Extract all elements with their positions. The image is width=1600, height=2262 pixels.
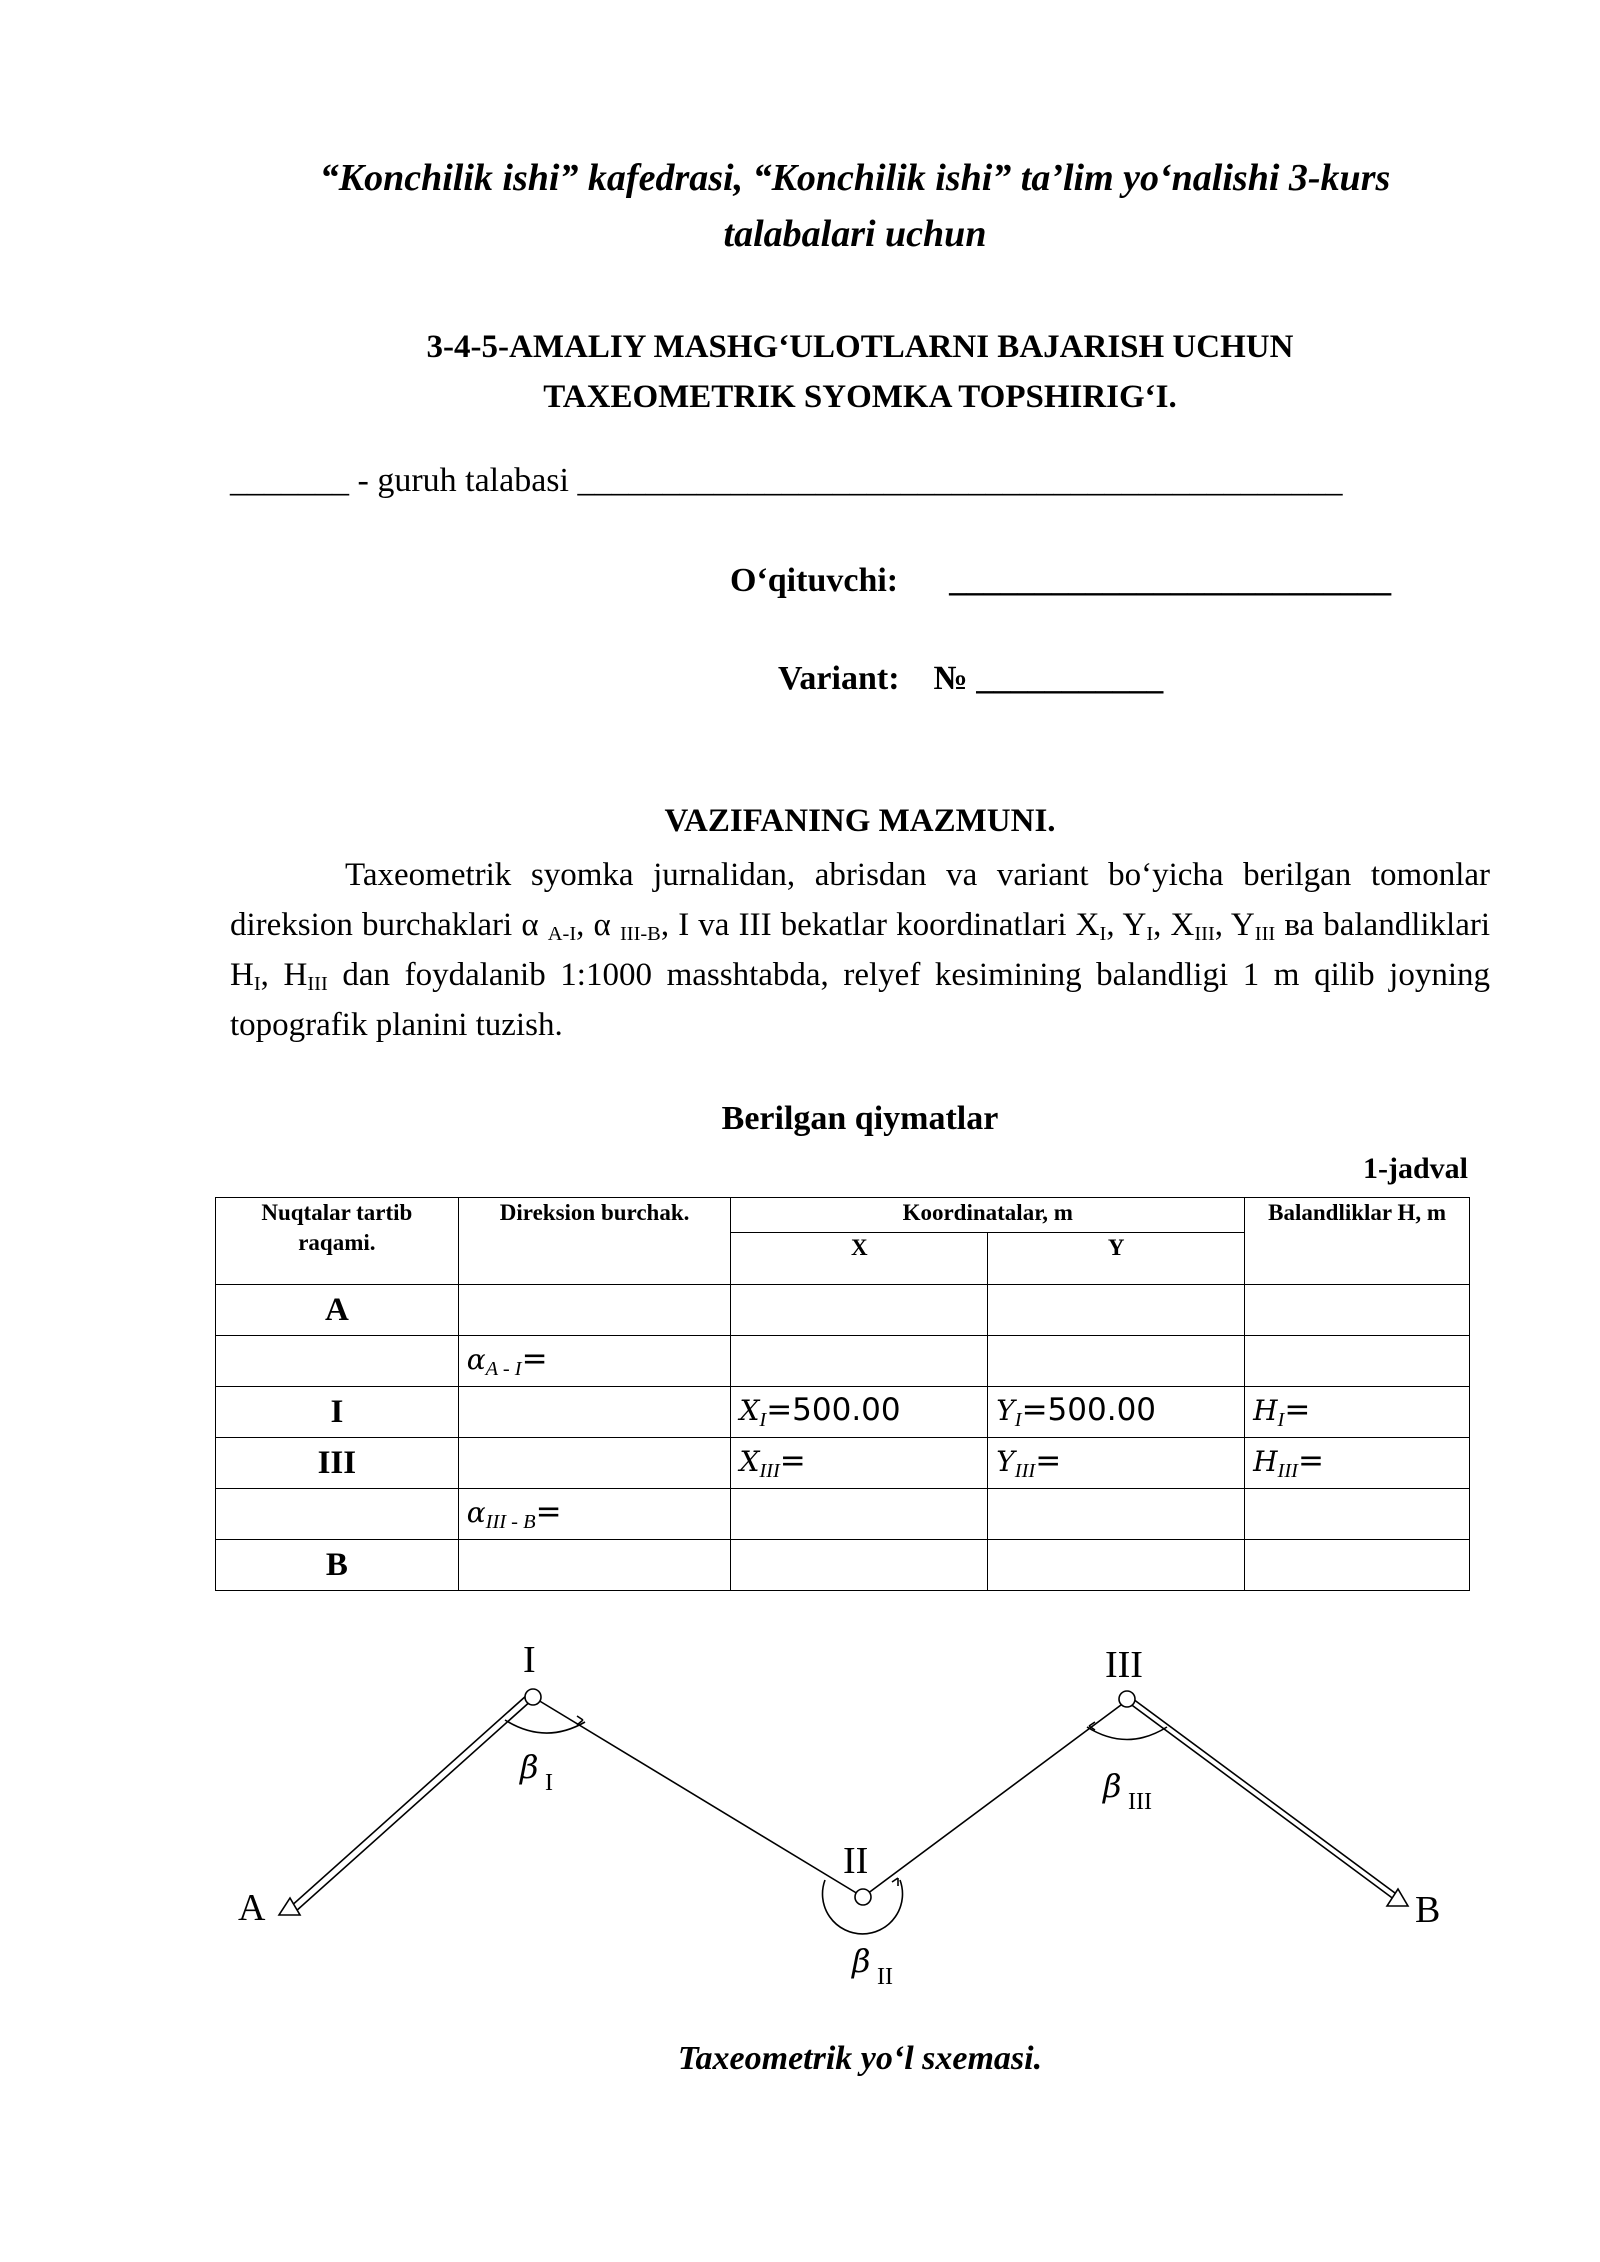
point-cell: III <box>216 1438 459 1489</box>
y-symbol: Y <box>996 1444 1015 1478</box>
title-line-2: TAXEOMETRIK SYOMKA TOPSHIRIG‘I. <box>543 379 1177 415</box>
task-text-part: , I va III bekatlar koordinatlari X <box>660 907 1100 943</box>
point-cell <box>216 1336 459 1387</box>
angle-labels <box>519 1748 1152 1990</box>
y-value: = <box>1035 1442 1062 1479</box>
line-iii-b-double <box>1129 1696 1399 1896</box>
station-iii-marker <box>1119 1691 1135 1707</box>
x-value: =500.00 <box>766 1391 901 1428</box>
task-text-part: ва balandliklari H <box>230 907 1491 993</box>
task-subscript: A-I <box>547 923 577 946</box>
angle-arcs <box>505 1716 1167 1934</box>
direction-cell <box>458 1438 731 1489</box>
x-cell <box>731 1438 988 1489</box>
y-cell <box>988 1336 1245 1387</box>
height-cell <box>1245 1489 1470 1540</box>
line-i-ii <box>533 1697 863 1897</box>
angle-arc-iii <box>1087 1727 1167 1740</box>
header-heights: Balandliklar H, m <box>1245 1198 1470 1285</box>
line-a-i <box>289 1695 527 1908</box>
x-cell <box>731 1336 988 1387</box>
x-cell <box>731 1540 988 1591</box>
direction-cell <box>458 1285 731 1336</box>
y-subscript: III <box>1014 1460 1036 1483</box>
beta-iii-subscript: III <box>1128 1789 1152 1815</box>
table-title: Berilgan qiymatlar <box>721 1100 999 1137</box>
header-line-1: “Konchilik ishi” kafedrasi, “Konchilik ishi” ta’lim yo‘nalishi 3-kurs <box>319 157 1391 199</box>
x-value: = <box>779 1442 806 1479</box>
teacher-label: O‘qituvchi: <box>730 562 899 599</box>
task-text <box>230 850 1490 1050</box>
direction-cell <box>458 1336 731 1387</box>
point-cell <box>216 1489 459 1540</box>
table-number: 1-jadval <box>1363 1152 1468 1185</box>
x-subscript: I <box>759 1409 767 1432</box>
alpha-subscript: A - I <box>485 1358 522 1381</box>
h-subscript: III <box>1277 1460 1298 1483</box>
task-text-part: , Y <box>1106 907 1147 943</box>
header-x: X <box>731 1233 988 1285</box>
direction-cell <box>458 1489 731 1540</box>
alpha-value: = <box>535 1493 562 1530</box>
teacher-line <box>730 562 1391 600</box>
x-symbol: X <box>739 1444 760 1478</box>
task-text-part: , Y <box>1214 907 1255 943</box>
document-title <box>300 322 1420 422</box>
variant-blank: ___________ <box>976 660 1164 697</box>
height-cell <box>1245 1438 1470 1489</box>
beta-i-symbol: β <box>520 1748 539 1786</box>
variant-label: Variant: <box>778 660 900 697</box>
table-row <box>216 1489 1470 1540</box>
title-line-1: 3-4-5-AMALIY MASHG‘ULOTLARNI BAJARISH UCHUN <box>426 329 1294 365</box>
table-row <box>216 1285 1470 1336</box>
line-a-i-double <box>295 1699 533 1912</box>
beta-ii-symbol: β <box>852 1942 871 1980</box>
table-row <box>216 1540 1470 1591</box>
y-cell <box>988 1540 1245 1591</box>
scheme-caption: Taxeometrik yo‘l sxemasi. <box>677 2040 1043 2077</box>
height-cell <box>1245 1336 1470 1387</box>
angle-arc-ii <box>823 1880 903 1934</box>
x-cell <box>731 1285 988 1336</box>
label-i: I <box>523 1639 536 1681</box>
task-text-part: , H <box>260 957 308 993</box>
table-row <box>216 1336 1470 1387</box>
h-value: = <box>1284 1391 1311 1428</box>
direction-cell <box>458 1540 731 1591</box>
header-points: Nuqtalar tartib raqami. <box>216 1198 459 1285</box>
variant-line <box>778 660 1163 698</box>
station-ii-marker <box>855 1889 871 1905</box>
x-cell <box>731 1387 988 1438</box>
alpha-symbol: α <box>466 1495 486 1529</box>
student-line: _______ - guruh talabasi _____________________________________________ <box>230 462 1343 499</box>
label-ii: II <box>843 1840 869 1882</box>
height-cell <box>1245 1387 1470 1438</box>
document-header <box>230 150 1480 262</box>
beta-i-subscript: I <box>545 1770 553 1796</box>
header-line-2: talabalari uchun <box>723 213 987 255</box>
height-cell <box>1245 1540 1470 1591</box>
task-subscript: III <box>307 973 328 996</box>
y-cell <box>988 1285 1245 1336</box>
label-a: A <box>238 1887 266 1929</box>
y-symbol: Y <box>996 1393 1015 1427</box>
point-cell: I <box>216 1387 459 1438</box>
teacher-blank: __________________________ <box>949 562 1392 599</box>
x-symbol: X <box>739 1393 760 1427</box>
task-text-part: Taxeometrik syomka jurnalidan, abrisdan va variant bo‘yicha berilgan tomonlar direksion burchaklari α <box>230 857 1490 943</box>
beta-ii-subscript: II <box>877 1964 893 1990</box>
task-text-part: , X <box>1153 907 1195 943</box>
task-subscript: I <box>1146 923 1154 946</box>
y-cell <box>988 1438 1245 1489</box>
x-cell <box>731 1489 988 1540</box>
h-symbol: H <box>1253 1444 1278 1478</box>
point-cell: B <box>216 1540 459 1591</box>
header-y: Y <box>988 1233 1245 1285</box>
x-subscript: III <box>759 1460 780 1483</box>
arrowhead-ii <box>892 1878 898 1886</box>
h-subscript: I <box>1277 1409 1285 1432</box>
traverse-scheme-diagram <box>0 1620 1600 2020</box>
point-cell: A <box>216 1285 459 1336</box>
direction-cell <box>458 1387 731 1438</box>
height-cell <box>1245 1285 1470 1336</box>
label-b: B <box>1415 1889 1441 1931</box>
table-row <box>216 1438 1470 1489</box>
task-subscript: I <box>1099 923 1107 946</box>
station-i-marker <box>525 1689 541 1705</box>
triangle-point-b <box>1387 1889 1408 1906</box>
task-subscript: I <box>253 973 261 996</box>
alpha-symbol: α <box>466 1342 486 1376</box>
y-subscript: I <box>1014 1409 1022 1432</box>
line-ii-iii <box>863 1702 1125 1897</box>
table-row <box>216 1387 1470 1438</box>
task-subscript: III <box>1194 923 1215 946</box>
header-direction: Direksion burchak. <box>458 1198 731 1285</box>
table-header-row <box>216 1198 1470 1233</box>
alpha-subscript: III - B <box>485 1511 536 1534</box>
task-subscript: III <box>1254 923 1276 946</box>
task-subscript: III-B <box>619 923 661 946</box>
h-symbol: H <box>1253 1393 1278 1427</box>
variant-number-sign: № <box>933 660 968 697</box>
y-value: =500.00 <box>1021 1391 1157 1428</box>
h-value: = <box>1297 1442 1324 1479</box>
given-values-table <box>215 1197 1470 1591</box>
label-iii: III <box>1105 1644 1143 1686</box>
alpha-value: = <box>521 1340 548 1377</box>
y-cell <box>988 1387 1245 1438</box>
beta-iii-symbol: β <box>1103 1767 1122 1805</box>
line-iii-b <box>1125 1700 1395 1900</box>
y-cell <box>988 1489 1245 1540</box>
point-labels <box>238 1639 1440 1931</box>
header-coordinates: Koordinatalar, m <box>731 1198 1245 1233</box>
task-heading: VAZIFANING MAZMUNI. <box>664 803 1056 839</box>
task-text-part: dan foydalanib 1:1000 masshtabda, relyef kesimining balandligi 1 m qilib joyning topografik planini tuzish. <box>230 957 1490 1043</box>
task-text-part: , α <box>576 907 620 943</box>
